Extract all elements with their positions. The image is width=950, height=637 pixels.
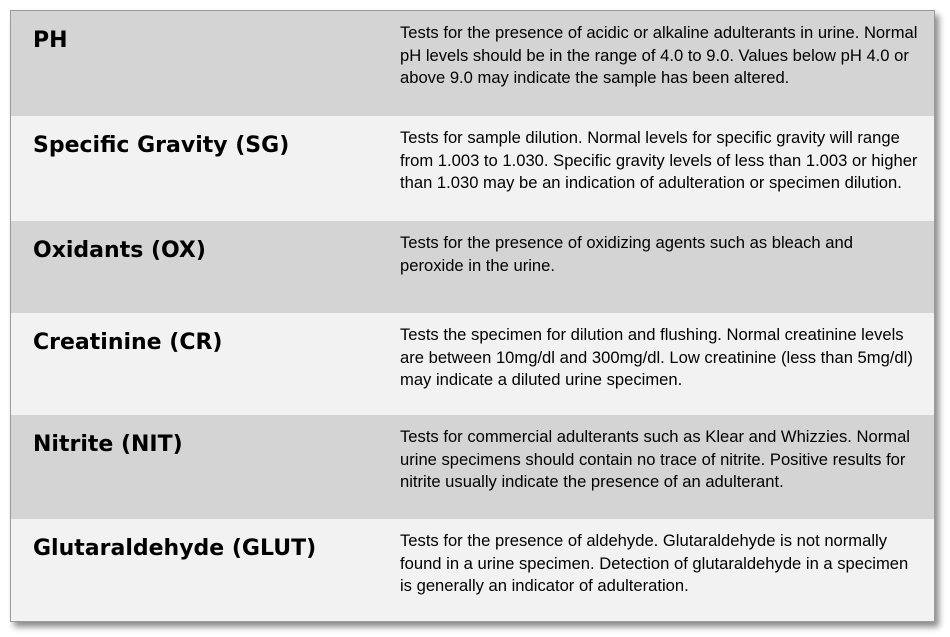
description-creatinine: Tests the specimen for dilution and flushing. Normal creatinine levels are between 10mg/dl and 300mg/dl. Low creatinine (less than 5mg/dl) may indicate a diluted urine specimen.: [400, 325, 913, 389]
description-glutaraldehyde: Tests for the presence of aldehyde. Glutaraldehyde is not normally found in a urine specimen. Detection of glutaraldehyde in a specimen is generally an indicator of adulteration.: [400, 531, 909, 595]
table-row-glutaraldehyde: [11, 519, 934, 622]
term-oxidants: Oxidants (OX): [33, 238, 206, 263]
table-row-creatinine: [11, 313, 934, 415]
term-glutaraldehyde: Glutaraldehyde (GLUT): [33, 536, 317, 561]
description-oxidants: Tests for the presence of oxidizing agents such as bleach and peroxide in the urine.: [400, 233, 853, 275]
table-row-specific-gravity: [11, 116, 934, 221]
description-nitrite: Tests for commercial adulterants such as Klear and Whizzies. Normal urine specimens should contain no trace of nitrite. Positive results for nitrite usually indicate the presence of an adulterant.: [400, 427, 910, 491]
term-ph: PH: [33, 28, 68, 53]
table-row-oxidants: [11, 221, 934, 313]
adulterant-test-table: [10, 10, 935, 622]
term-specific-gravity: Specific Gravity (SG): [33, 133, 290, 158]
table-row-ph: [11, 11, 934, 116]
term-creatinine: Creatinine (CR): [33, 330, 223, 355]
table-row-nitrite: [11, 415, 934, 519]
term-nitrite: Nitrite (NIT): [33, 432, 183, 457]
description-ph: Tests for the presence of acidic or alkaline adulterants in urine. Normal pH levels should be in the range of 4.0 to 9.0. Values below pH 4.0 or above 9.0 may indicate the sample has been altered.: [400, 23, 918, 87]
description-specific-gravity: Tests for sample dilution. Normal levels for specific gravity will range from 1.003 to 1.030. Specific gravity levels of less than 1.003 or higher than 1.030 may be an indication of adulteration or specimen dilution.: [400, 128, 918, 192]
